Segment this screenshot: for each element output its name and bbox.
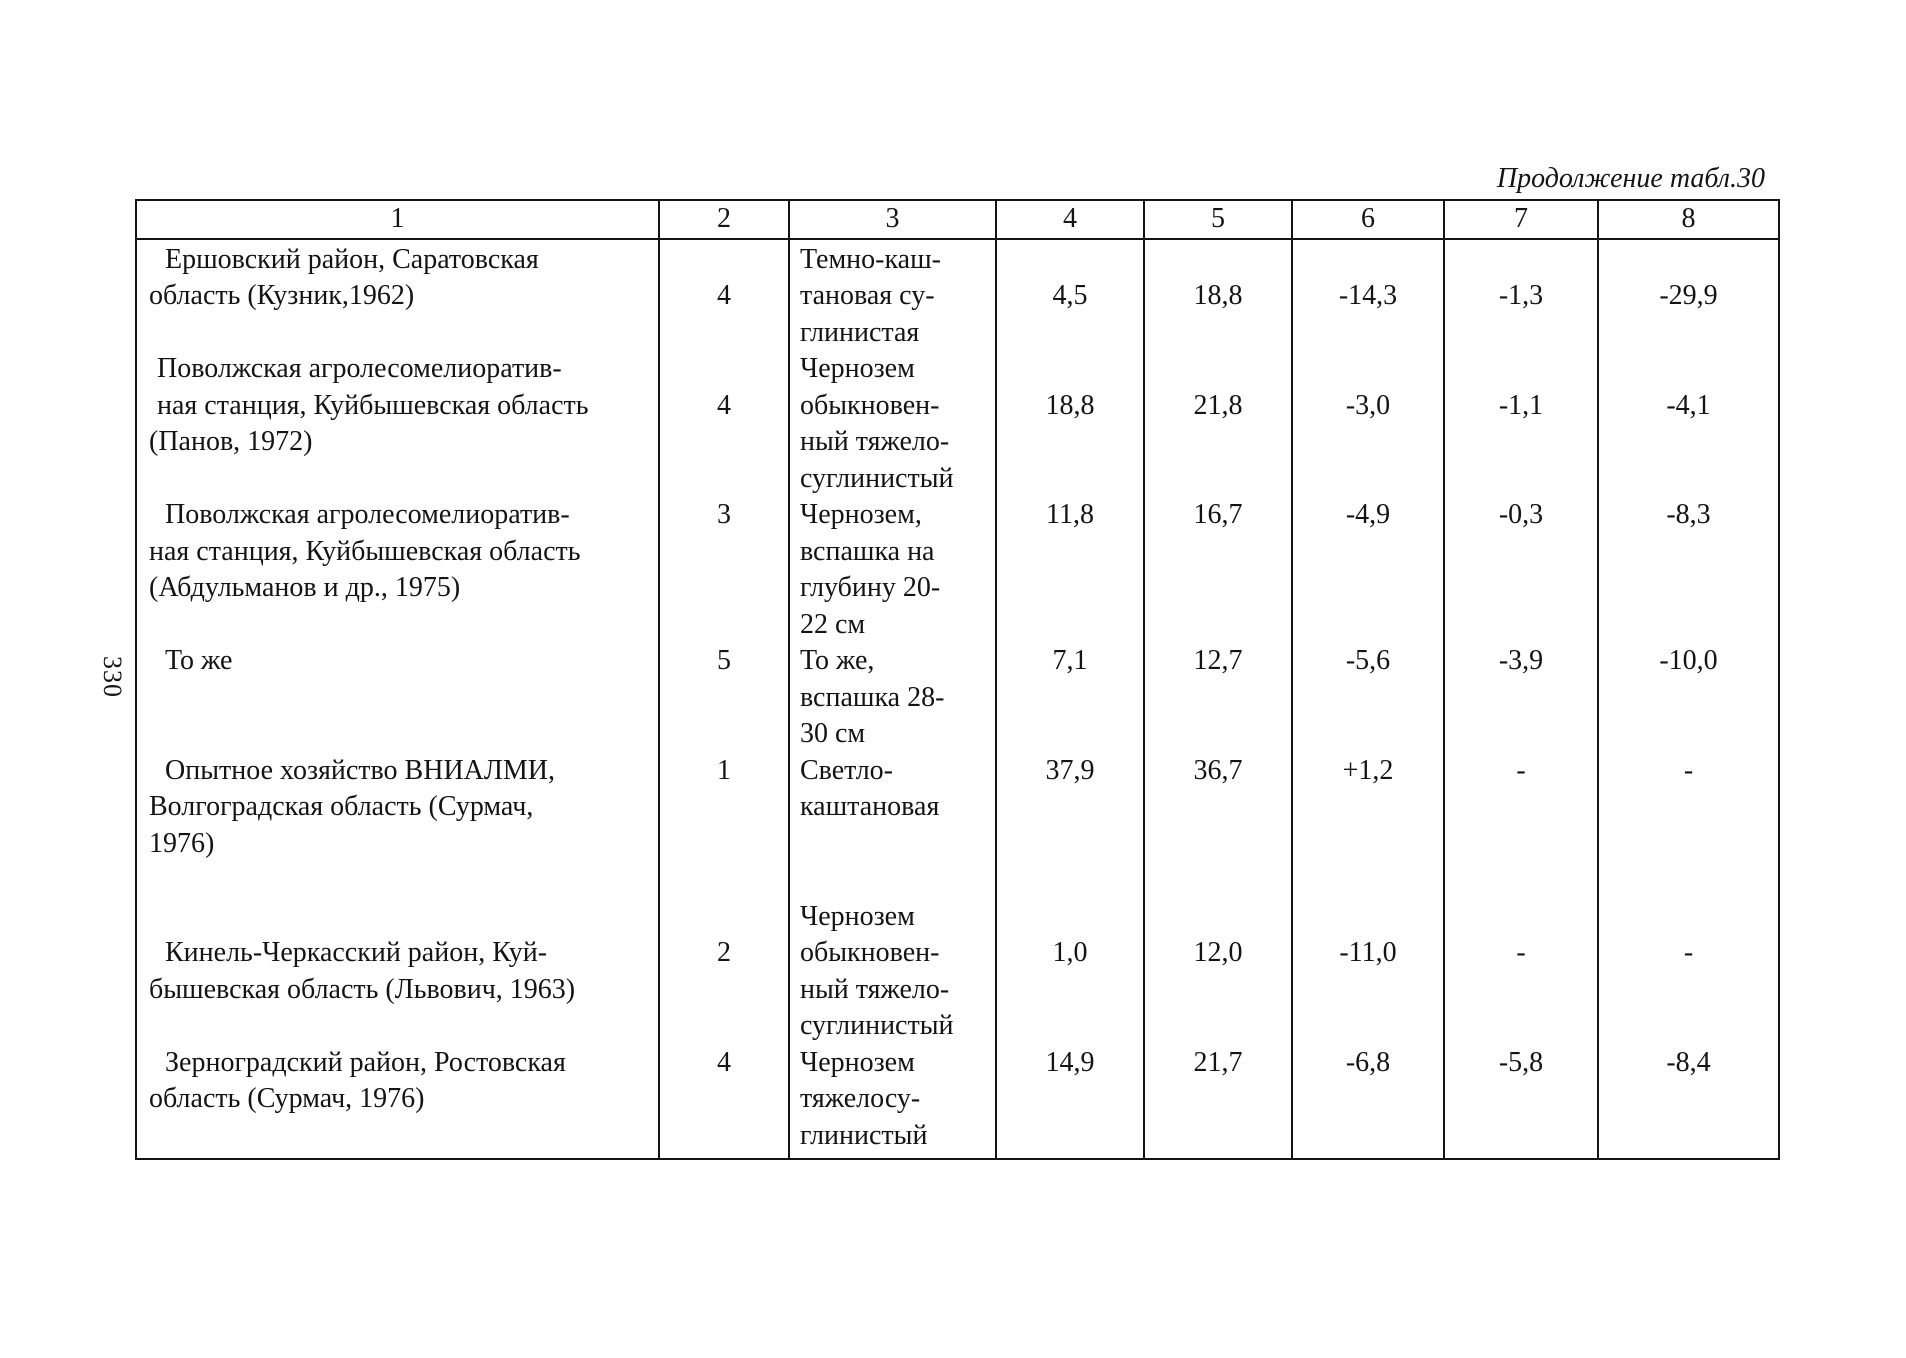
header-cell: 8 xyxy=(1598,200,1779,239)
location-cell xyxy=(136,1045,659,1160)
location-cell xyxy=(136,497,659,643)
table-row xyxy=(136,899,1779,1045)
data-table xyxy=(135,199,1780,1160)
location-line: Зерноградский район, Ростовская xyxy=(165,1046,566,1078)
value-cell: -1,1 xyxy=(1444,351,1598,497)
location-line: Кинель-Черкасский район, Куй- xyxy=(165,937,548,968)
count-cell: 3 xyxy=(659,497,789,643)
value-cell: 11,8 xyxy=(996,497,1144,643)
value-cell: 14,9 xyxy=(996,1045,1144,1160)
value-cell: 1,0 xyxy=(996,899,1144,1045)
count-cell: 5 xyxy=(659,643,789,753)
count-cell: 4 xyxy=(659,1045,789,1160)
location-line: 1976) xyxy=(149,827,215,859)
value-cell: 12,7 xyxy=(1144,643,1292,753)
soil-cell: Чернозем обыкновен- ный тяжело- суглинистый xyxy=(789,899,996,1045)
table-row xyxy=(136,351,1779,497)
header-cell: 2 xyxy=(659,200,789,239)
soil-cell: То же, вспашка 28- 30 см xyxy=(789,643,996,753)
value-cell: -3,0 xyxy=(1292,351,1444,497)
location-cell xyxy=(136,239,659,352)
value-cell: 21,7 xyxy=(1144,1045,1292,1160)
soil-cell: Темно-каш- тановая су- глинистая xyxy=(789,239,996,352)
value-cell: -10,0 xyxy=(1598,643,1779,753)
header-cell: 4 xyxy=(996,200,1144,239)
header-cell: 6 xyxy=(1292,200,1444,239)
header-cell: 3 xyxy=(789,200,996,239)
value-cell: -6,8 xyxy=(1292,1045,1444,1160)
location-line: ная станция, Куйбышевская область xyxy=(157,389,589,421)
location-cell xyxy=(136,643,659,753)
value-cell: - xyxy=(1598,753,1779,899)
location-line: Поволжская агролесомелиоратив- xyxy=(157,353,562,384)
value-cell: - xyxy=(1598,899,1779,1045)
location-cell xyxy=(136,899,659,1045)
header-cell: 7 xyxy=(1444,200,1598,239)
value-cell: -29,9 xyxy=(1598,239,1779,352)
location-line: Волгоградская область (Сурмач, xyxy=(149,791,534,822)
count-cell: 2 xyxy=(659,899,789,1045)
location-line: (Абдульманов и др., 1975) xyxy=(149,572,461,603)
value-cell: 4,5 xyxy=(996,239,1144,352)
location-line: Поволжская агролесомелиоратив- xyxy=(165,499,570,530)
value-cell: -8,3 xyxy=(1598,497,1779,643)
table-row xyxy=(136,239,1779,352)
value-cell: -4,9 xyxy=(1292,497,1444,643)
value-cell: 12,0 xyxy=(1144,899,1292,1045)
location-cell xyxy=(136,753,659,899)
value-cell: -8,4 xyxy=(1598,1045,1779,1160)
header-cell: 1 xyxy=(136,200,659,239)
value-cell: -0,3 xyxy=(1444,497,1598,643)
soil-cell: Чернозем обыкновен- ный тяжело- суглинистый xyxy=(789,351,996,497)
location-line: (Панов, 1972) xyxy=(149,426,313,457)
table-row xyxy=(136,1045,1779,1160)
value-cell: 16,7 xyxy=(1144,497,1292,643)
location-line: Опытное хозяйство ВНИАЛМИ, xyxy=(165,754,556,786)
value-cell: - xyxy=(1444,753,1598,899)
value-cell: -5,6 xyxy=(1292,643,1444,753)
table-caption: Продолжение табл.30 xyxy=(1496,163,1765,194)
value-cell: 37,9 xyxy=(996,753,1144,899)
count-cell: 1 xyxy=(659,753,789,899)
header-cell: 5 xyxy=(1144,200,1292,239)
soil-cell: Чернозем тяжелосу- глинистый xyxy=(789,1045,996,1160)
value-cell: 7,1 xyxy=(996,643,1144,753)
location-cell xyxy=(136,351,659,497)
location-line: бышевская область (Львович, 1963) xyxy=(149,973,576,1005)
header-row xyxy=(136,200,1779,239)
count-cell: 4 xyxy=(659,351,789,497)
value-cell: -4,1 xyxy=(1598,351,1779,497)
value-cell: 18,8 xyxy=(996,351,1144,497)
table-row xyxy=(136,497,1779,643)
location-line: область (Сурмач, 1976) xyxy=(149,1083,425,1114)
value-cell: 36,7 xyxy=(1144,753,1292,899)
value-cell: -3,9 xyxy=(1444,643,1598,753)
page-number: 330 xyxy=(98,656,127,698)
table-row xyxy=(136,643,1779,753)
location-line: То же xyxy=(165,645,233,676)
table-row xyxy=(136,753,1779,899)
soil-cell: Чернозем, вспашка на глубину 20- 22 см xyxy=(789,497,996,643)
value-cell: -1,3 xyxy=(1444,239,1598,352)
value-cell: -5,8 xyxy=(1444,1045,1598,1160)
value-cell: 18,8 xyxy=(1144,239,1292,352)
value-cell: -14,3 xyxy=(1292,239,1444,352)
value-cell: -11,0 xyxy=(1292,899,1444,1045)
location-line: область (Кузник,1962) xyxy=(149,280,415,311)
location-line: Ершовский район, Саратовская xyxy=(165,243,539,275)
soil-cell: Светло- каштановая xyxy=(789,753,996,899)
count-cell: 4 xyxy=(659,239,789,352)
value-cell: +1,2 xyxy=(1292,753,1444,899)
value-cell: - xyxy=(1444,899,1598,1045)
value-cell: 21,8 xyxy=(1144,351,1292,497)
location-line: ная станция, Куйбышевская область xyxy=(149,535,581,567)
